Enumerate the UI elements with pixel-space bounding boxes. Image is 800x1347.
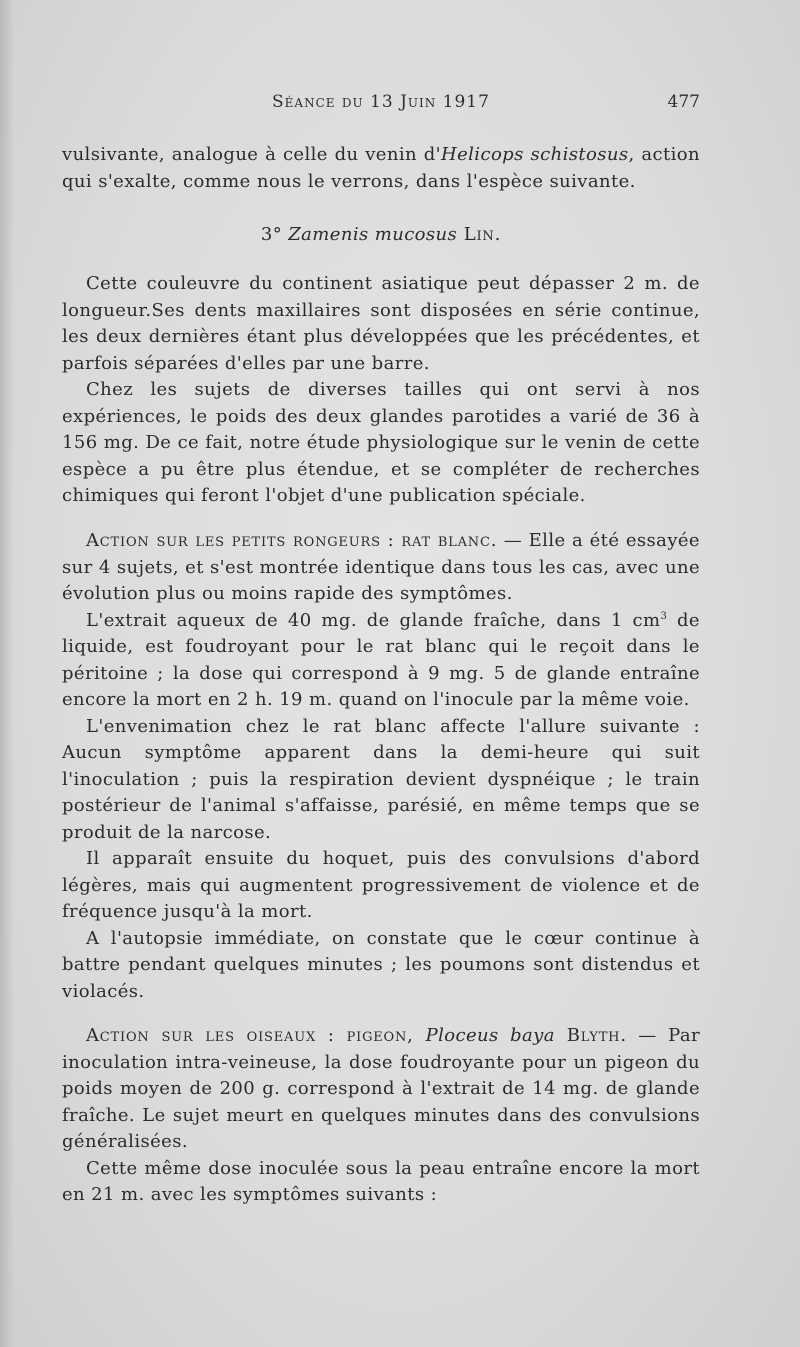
species-heading-line — [62, 222, 700, 249]
species-name: Zamenis mucosus — [288, 224, 458, 245]
p1-text-a: vulsivante, analogue à celle du venin d' — [62, 144, 441, 165]
paragraph-3: Chez les sujets de diverses tailles qui ont servi à nos expériences, le poids des deux glandes parotides a varié de 36 à 156 mg. De ce fait, notre étude physiologique sur le venin de cette espèce a pu être plus étendue, et se compléter de recherches chimiques qui feront l'objet d'une publication spéciale. — [62, 379, 700, 506]
paragraph-5 — [62, 608, 700, 714]
page-number: 477 — [667, 92, 700, 112]
section-birds — [62, 1023, 700, 1209]
paragraph-9 — [62, 1023, 700, 1156]
paragraph-6: L'envenimation chez le rat blanc affecte l'allure suivante : Aucun symptôme apparent dans la demi-heure qui suit l'inoculation ; puis la respiration devient dyspnéique ; le train postérieur de l'animal s'affaisse, parésié, en même temps que se produit de la narcose. — [62, 715, 700, 843]
paragraph-10: Cette même dose inoculée sous la peau entraîne encore la mort en 21 m. avec les symptômes suivants : — [62, 1157, 700, 1205]
p4-text: — Elle a été essayée sur 4 sujets, et s'est montrée identique dans tous les cas, avec une évolution plus ou moins rapide des symptômes. — [62, 530, 700, 604]
species-number: 3° — [260, 224, 289, 245]
species-heading — [62, 222, 700, 249]
p5-text-a: L'extrait aqueux de 40 mg. de glande fraîche, dans 1 cm — [86, 609, 661, 631]
paragraph-continuation — [62, 142, 700, 195]
p9-text: — Par inoculation intra-veineuse, la dose foudroyante pour un pigeon du poids moyen de 200 g. correspond à l'extrait de 14 mg. de glande fraîche. Le sujet meurt en quelques minutes dans des convulsions généralisées. — [62, 1025, 700, 1152]
species-helicops: Helicops schistosus — [441, 144, 629, 165]
p1-text-b: , action qui s'exalte, comme nous le verrons, dans l'espèce suivante. — [62, 144, 700, 192]
species-author-blyth: Blyth. — [554, 1025, 627, 1046]
page-header — [62, 92, 700, 118]
species-ploceus: Ploceus baya — [425, 1025, 555, 1046]
paragraph-7: Il apparaît ensuite du hoquet, puis des convulsions d'abord légères, mais qui augmentent progressivement de violence et de fréquence jusqu'à la mort. — [62, 848, 700, 922]
section-rodents — [62, 528, 700, 1005]
paragraph-8: A l'autopsie immédiate, on constate que le cœur continue à battre pendant quelques minutes ; les poumons sont distendus et violacés. — [62, 927, 700, 1002]
section-heading-birds: Action sur les oiseaux : pigeon, — [86, 1025, 426, 1046]
paragraph-4 — [62, 528, 700, 608]
paragraph-1 — [62, 142, 700, 195]
section-heading-rodents: Action sur les petits rongeurs : rat blanc. — [86, 530, 498, 551]
species-author: Lin. — [457, 224, 502, 245]
paragraph-2: Cette couleuvre du continent asiatique peut dépasser 2 m. de longueur.Ses dents maxillaires sont disposées en série continue, les deux dernières étant plus développées que les précédentes, et parfois séparées d'elles par une barre. — [62, 273, 700, 374]
page-edge-shadow — [0, 0, 14, 1347]
main-body — [62, 271, 700, 510]
running-head: Séance du 13 Juin 1917 — [272, 92, 490, 112]
p5-text-b: de liquide, est foudroyant pour le rat blanc qui le reçoit dans le péritoine ; la dose qui correspond à 9 mg. 5 de glande entraîne encore la mort en 2 h. 19 m. quand on l'inocule par la même voie. — [62, 609, 700, 710]
cubic-superscript: 3 — [660, 610, 668, 622]
